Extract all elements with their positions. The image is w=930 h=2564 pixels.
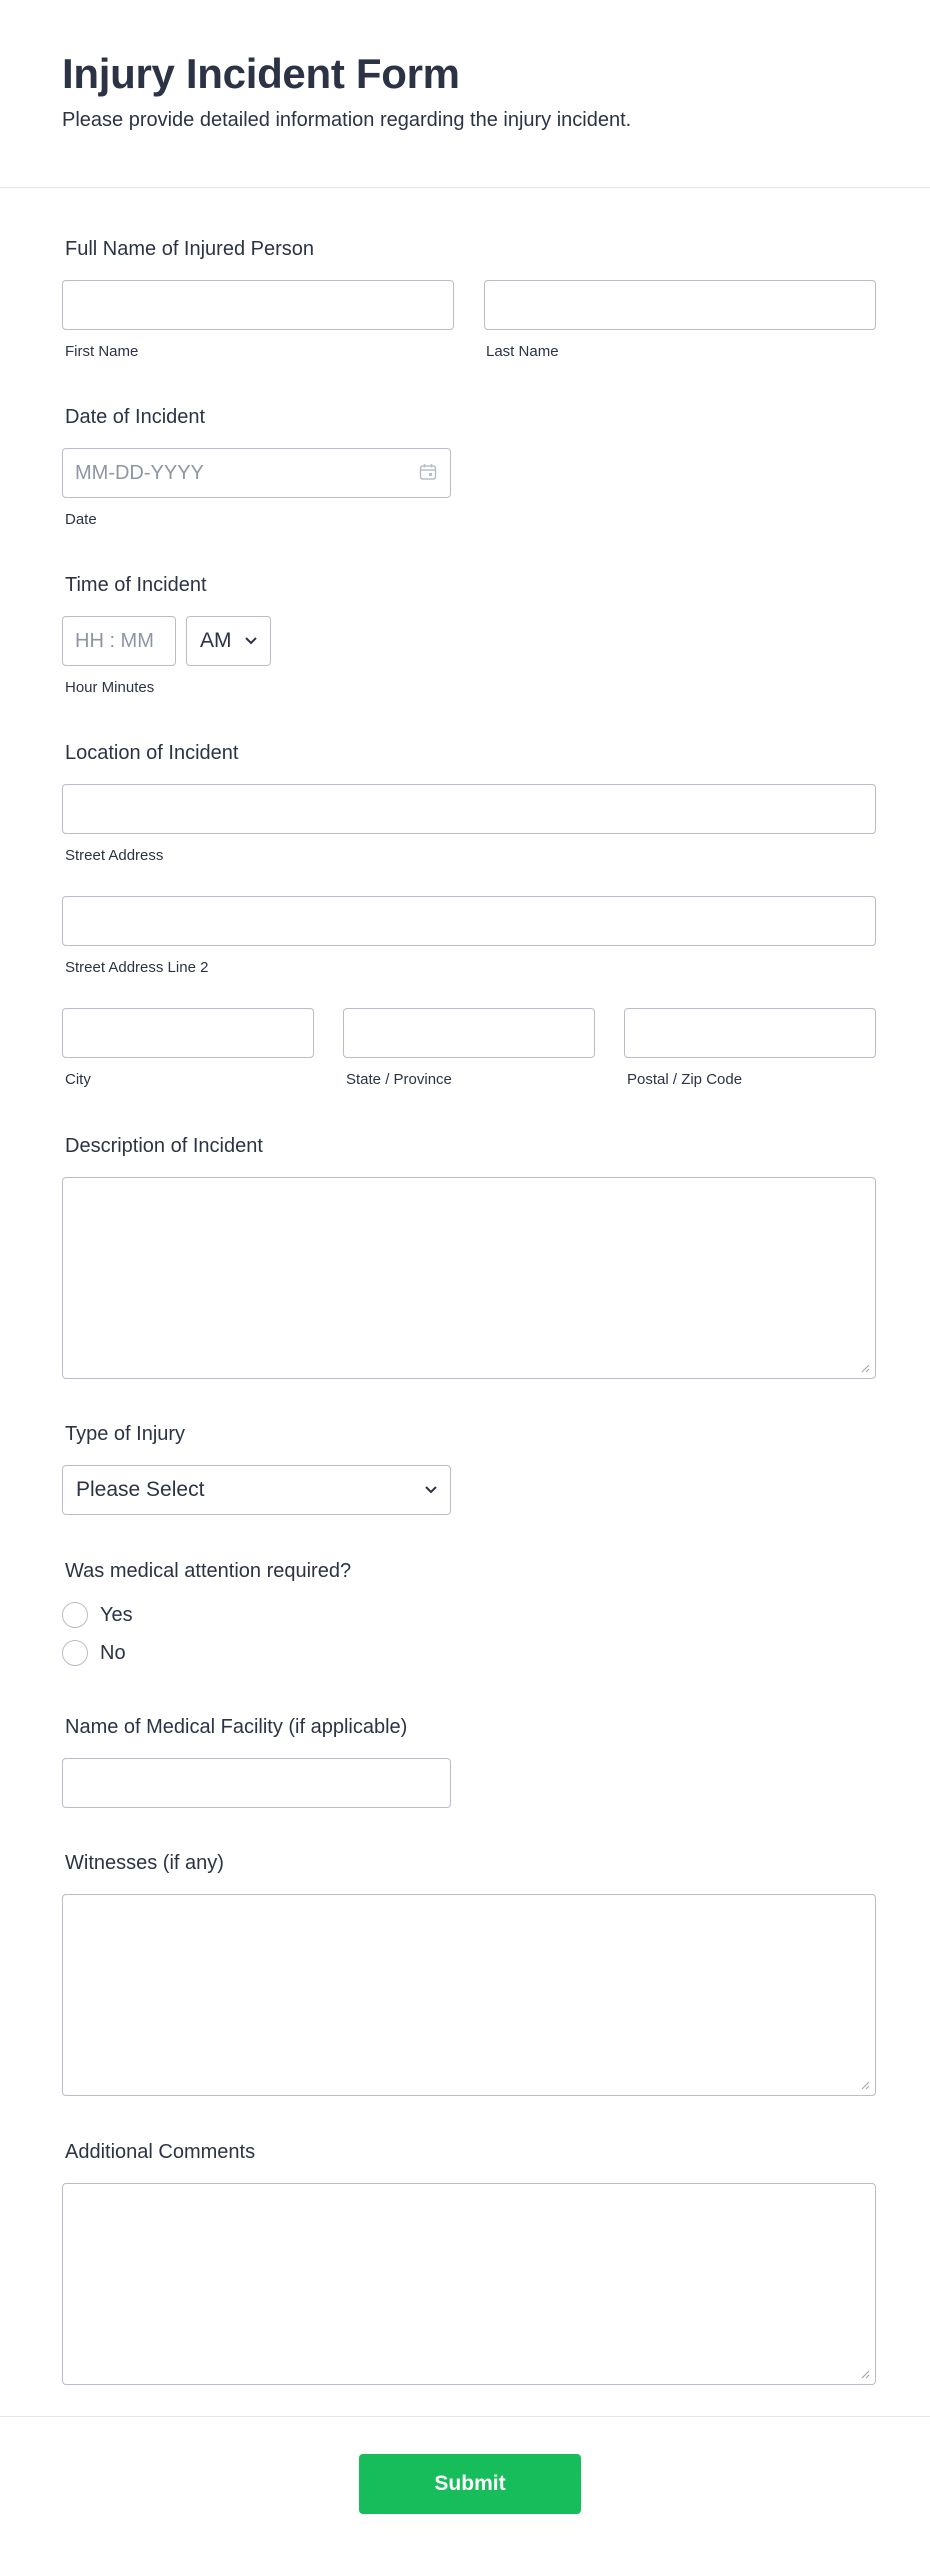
date-input[interactable] [62, 448, 451, 498]
last-name-sublabel: Last Name [486, 343, 559, 360]
medical-facility-label: Name of Medical Facility (if applicable) [65, 1716, 408, 1738]
medical-facility-input[interactable] [62, 1758, 451, 1808]
injury-type-label: Type of Injury [65, 1423, 186, 1445]
ampm-select[interactable] [186, 616, 271, 666]
witnesses-label: Witnesses (if any) [65, 1852, 224, 1874]
medical-option-no[interactable] [62, 1640, 126, 1666]
chevron-down-icon [244, 636, 258, 646]
resize-grip-icon[interactable] [860, 2080, 870, 2090]
resize-grip-icon[interactable] [860, 2369, 870, 2379]
time-input[interactable] [62, 616, 176, 666]
injury-type-select[interactable] [62, 1465, 451, 1515]
date-label: Date of Incident [65, 406, 206, 428]
medical-option-yes[interactable] [62, 1602, 133, 1628]
street-address-line2-sublabel: Street Address Line 2 [65, 959, 209, 976]
description-label: Description of Incident [65, 1135, 263, 1157]
radio-label: No [100, 1641, 126, 1664]
radio-label: Yes [100, 1603, 133, 1626]
calendar-icon[interactable] [419, 463, 437, 481]
date-field [62, 448, 451, 498]
injury-type-selected-value: Please Select [76, 1478, 205, 1501]
witnesses-textarea[interactable] [62, 1894, 876, 2096]
postal-code-input[interactable] [624, 1008, 876, 1058]
state-input[interactable] [343, 1008, 595, 1058]
first-name-sublabel: First Name [65, 343, 139, 360]
description-textarea[interactable] [62, 1177, 876, 1379]
radio-button[interactable] [62, 1602, 88, 1628]
time-sublabel: Hour Minutes [65, 679, 155, 696]
postal-code-sublabel: Postal / Zip Code [627, 1071, 743, 1088]
resize-grip-icon[interactable] [860, 1363, 870, 1373]
form-title: Injury Incident Form [62, 50, 460, 97]
street-address-line2-input[interactable] [62, 896, 876, 946]
city-input[interactable] [62, 1008, 314, 1058]
ampm-selected-value: AM [200, 629, 232, 652]
location-label: Location of Incident [65, 742, 239, 764]
last-name-input[interactable] [484, 280, 876, 330]
date-sublabel: Date [65, 511, 97, 528]
form-header [0, 0, 930, 188]
time-label: Time of Incident [65, 574, 207, 596]
street-address-input[interactable] [62, 784, 876, 834]
medical-attention-label: Was medical attention required? [65, 1560, 352, 1582]
first-name-input[interactable] [62, 280, 454, 330]
street-address-sublabel: Street Address [65, 847, 164, 864]
radio-button[interactable] [62, 1640, 88, 1666]
full-name-label: Full Name of Injured Person [65, 238, 315, 260]
comments-label: Additional Comments [65, 2141, 256, 2163]
comments-textarea[interactable] [62, 2183, 876, 2385]
state-sublabel: State / Province [346, 1071, 452, 1088]
submit-button[interactable]: Submit [359, 2454, 581, 2514]
form-subtitle: Please provide detailed information regarding the injury incident. [62, 109, 632, 131]
city-sublabel: City [65, 1071, 91, 1088]
chevron-down-icon [424, 1485, 438, 1495]
